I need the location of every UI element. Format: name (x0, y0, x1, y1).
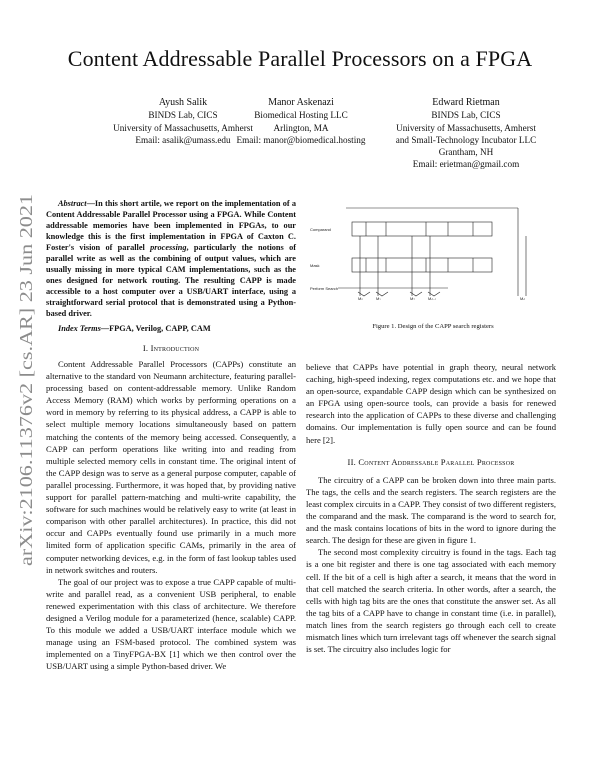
author-affiliation: BINDS Lab, CICS (431, 110, 501, 121)
author-name: Ayush Salik (158, 97, 208, 108)
author-affiliation: and Small-Technology Incubator LLC (395, 134, 537, 145)
index-terms-text: —FPGA, Verilog, CAPP, CAM (100, 324, 211, 333)
author-email: Email: manor@biomedical.hosting (236, 134, 366, 145)
paragraph: The circuitry of a CAPP can be broken down into three main parts. The tags, the cells and the search registers. The search registers are the least complex circuits in a CAPP. They consist of two different registers, the comparand and the mask. The comparand is the word to search for, and the mask contains locations of bits in the word to ignore during the search. The design for these are given in figure 1. (306, 474, 556, 546)
paragraph: Content Addressable Parallel Processors (CAPPs) constitute an alternative to the standard von Neumann architecture, featuring parallel-processing based on content-addressable memory. Unlike Random Access Memory (RAM) which works by performing operations on a word in memory by referring to its physical address, a CAPP is able to select multiple memory locations simultaneously based on pattern matching the contents of the memory being accessed. Consequently, a CAPP can perform operations like writing into and reading from multiple selected memory cells in constant time. The original intent of the CAPP design was to serve as a general purpose computer, capable of parallel processing. Furthermore, it was hoped that, by providing native support for parallel pattern-matching and multi-write capability, the software for such machines would be relatively easy to write (at least in comparison with other parallel architectures). In practice, this did not occur and CAPPs eventually found use primarily in a much more limited form of application specific CAMs, primarily in the area of computer networking devices, e.g. in the form of fast lookup tables used in network switches and routers. (46, 359, 296, 575)
right-column (306, 361, 556, 655)
author-affiliation: Grantham, NH (438, 147, 494, 158)
paragraph: believe that CAPPs have potential in graph theory, neural network caching, high-speed indexing, regex computations etc. and we hope that an open-source, expandable CAPP design which can be synthesized on an FPGA using open-source tools, can provide a basis for renewed research into the application of CAPPs to these diverse and challenging domains. Our implementation is fully open source and can be found here [2]. (306, 362, 556, 445)
abstract (46, 198, 296, 319)
author-block-3 (386, 97, 546, 171)
author-name: Manor Askenazi (268, 97, 334, 108)
paragraph: The goal of our project was to expose a true CAPP capable of multi-write and parallel read, as a convenient USB peripheral, to enable renewed experimentation with this class of architecture. We therefore designed a Verilog module for a parameterized (hence, scalable) CAPP. To this module we added a USB/UART interface module which we manage using an FSM-based protocol. The combined system was implemented on a TinyFPGA-BX [1] which we then control over the USB/UART using a simple Python-based driver. We (46, 576, 296, 672)
author-affiliation: University of Massachusetts, Amherst (396, 122, 536, 133)
label-m0: M₀ (358, 296, 363, 300)
section-heading-capp: II. Content Addressable Parallel Processor (347, 456, 515, 467)
label-perform-search: Perform Search (310, 286, 339, 291)
abstract-emphasis: processing (150, 243, 187, 252)
abstract-text: —In this short artile, we report on the implementation of a Content Addressable Parallel Processor using a FPGA. While Content addressable memories have been implemented in FPGAs, to our knowledge this is the first implementation in FPGA of Caxton C. Foster's vision of parallel (46, 199, 296, 252)
figure-1-diagram (308, 200, 558, 300)
label-m1: M₁ (376, 296, 381, 300)
abstract-label: Abstract (58, 199, 87, 208)
author-affiliation: BINDS Lab, CICS (148, 110, 218, 121)
author-name: Edward Rietman (432, 97, 500, 108)
label-m2: M₂ (410, 296, 415, 300)
left-column (46, 198, 296, 672)
author-block-2 (228, 97, 374, 146)
index-terms (46, 323, 296, 334)
author-affiliation: Biomedical Hosting LLC (254, 110, 348, 121)
paragraph: The second most complexity circuitry is found in the tags. Each tag is a one bit register and there is one tag associated with each memory cell. If the bit of a cell is high after a search, it means that the word in that cell matched the search criteria. In other words, after a search, the cells with high tag bits are the ones that constitute the answer set. As all the tag bits of a CAPP have to change in constant time (i.e. in parallel), match lines from the search registers go through each cell to create mismatch lines which turn irrelevant tags off whenever the search signal is set. The circuitry also includes logic for (306, 547, 556, 655)
author-email: Email: asalik@umass.edu (135, 134, 231, 145)
label-comparand: Comparand (310, 227, 331, 232)
abstract-text: , particularly the notions of parallel write as well as the combining of output values, which are usually missing in more typical CAM implementations, such as the ones designed for network routing. The resulting CAPP is made accessible to a host computer over a USB/UART interface, using a straightforward serial protocol that is demonstrated using a Python-based driver. (46, 243, 296, 318)
section-heading-introduction: I. Introduction (142, 343, 200, 353)
arxiv-identifier (6, 190, 46, 570)
author-affiliation: University of Massachusetts, Amherst (113, 122, 253, 133)
paper-title: Content Addressable Parallel Processors on a FPGA (67, 46, 533, 71)
label-mask: Mask (310, 263, 320, 268)
arxiv-id-text: arXiv:2106.11376v2 [cs.AR] 23 Jun 2021 (16, 272, 36, 566)
author-email: Email: erietman@gmail.com (412, 159, 520, 170)
author-affiliation: Arlington, MA (273, 122, 329, 133)
label-mn-1: Mₙ₋₁ (428, 296, 437, 300)
index-terms-label: Index Terms (58, 324, 101, 333)
introduction-body (46, 358, 296, 672)
figure-1-caption: Figure 1. Design of the CAPP search registers (372, 323, 494, 330)
label-mn: Mₙ (520, 296, 525, 300)
